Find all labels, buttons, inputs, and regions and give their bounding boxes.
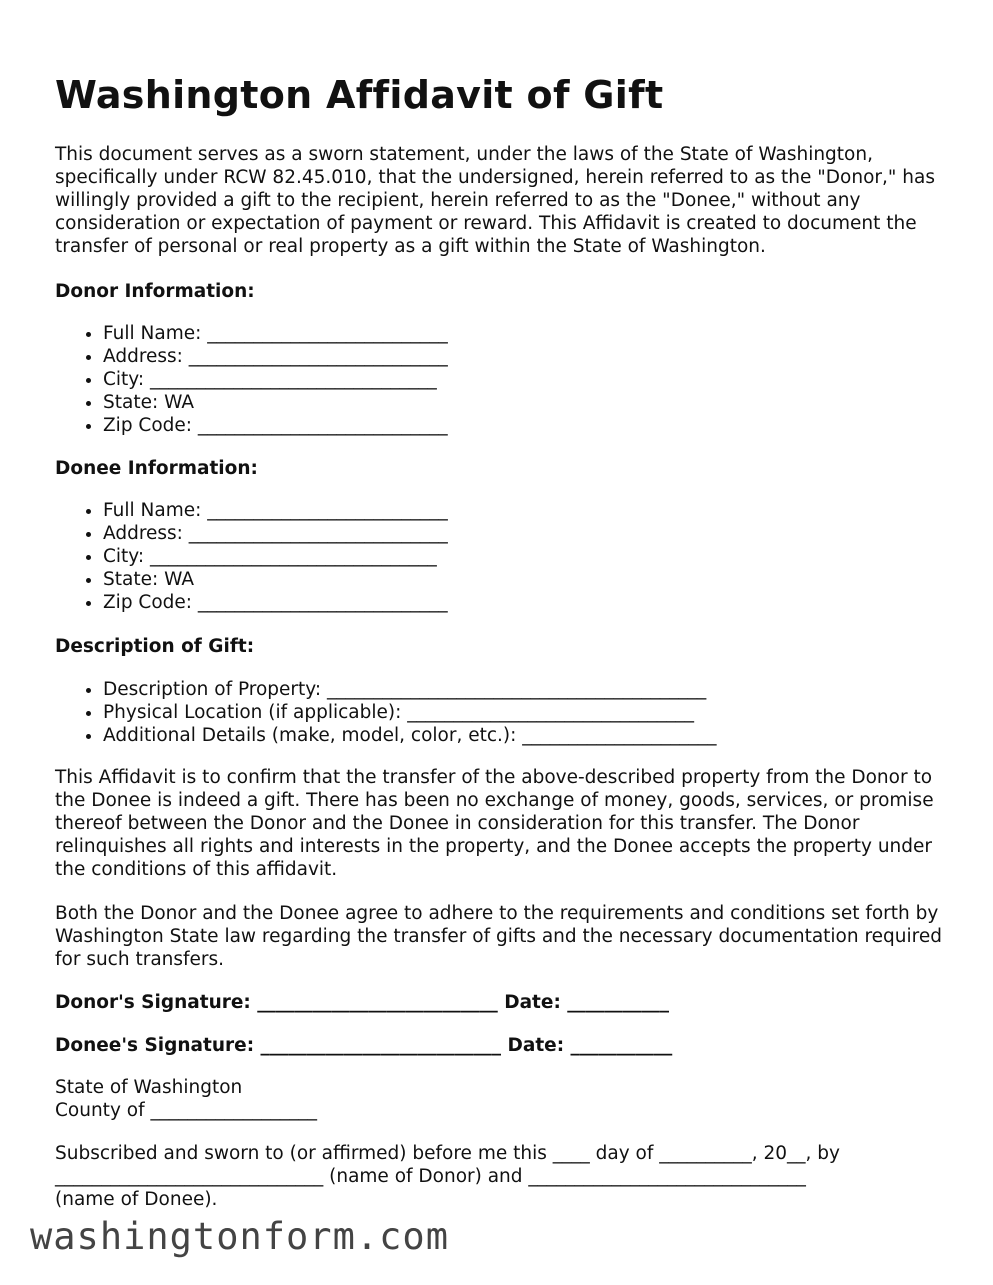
donee-state-field: • State: WA <box>103 568 448 591</box>
additional-details-field[interactable]: • Additional Details (make, model, color, etc.): _____________________ <box>103 724 717 747</box>
donee-city-field[interactable]: • City: _______________________________ <box>103 545 448 568</box>
donor-zip-field[interactable]: • Zip Code: ___________________________ <box>103 414 448 437</box>
county-line[interactable]: County of __________________ <box>55 1100 317 1121</box>
intro-paragraph: This document serves as a sworn statement, under the laws of the State of Washington, specifically under RCW 82.45.010, that the undersigned, herein referred to as the "Donor," has willingly provided a gift to the recipient, herein referred to as the "Donee," without any consideration or expectation of payment or reward. This Affidavit is created to document the transfer of personal or real property as a gift within the State of Washington. <box>55 144 935 257</box>
document-title: Washington Affidavit of Gift <box>55 73 664 117</box>
donor-address-field[interactable]: • Address: ____________________________ <box>103 345 448 368</box>
donee-full-name-field[interactable]: • Full Name: __________________________ <box>103 499 448 522</box>
donor-full-name-field[interactable]: • Full Name: __________________________ <box>103 322 448 345</box>
donee-info-heading: Donee Information: <box>55 458 258 479</box>
sworn-statement-line-1[interactable]: Subscribed and sworn to (or affirmed) before me this ____ day of __________, 20__, by <box>55 1143 840 1164</box>
property-description-field[interactable]: • Description of Property: _________________________________________ <box>103 678 717 701</box>
gift-description-list <box>55 678 717 747</box>
donee-address-field[interactable]: • Address: ____________________________ <box>103 522 448 545</box>
donor-info-list <box>55 322 448 437</box>
sworn-statement-line-3: (name of Donee). <box>55 1189 218 1210</box>
state-line: State of Washington <box>55 1077 243 1098</box>
physical-location-field[interactable]: • Physical Location (if applicable): _______________________________ <box>103 701 717 724</box>
sworn-statement-line-2[interactable]: _____________________________ (name of Donor) and ______________________________ <box>55 1166 806 1187</box>
donor-signature-line[interactable]: Donor's Signature: __________________________ Date: ___________ <box>55 992 670 1013</box>
donor-info-heading: Donor Information: <box>55 281 255 302</box>
donor-city-field[interactable]: • City: _______________________________ <box>103 368 448 391</box>
gift-confirmation-paragraph: This Affidavit is to confirm that the transfer of the above-described property from the Donor to the Donee is indeed a gift. There has been no exchange of money, goods, services, or promise thereof between the Donor and the Donee in consideration for this transfer. The Donor relinquishes all rights and interests in the property, and the Donee accepts the property under the conditions of this affidavit. <box>55 767 934 880</box>
donor-state-field: • State: WA <box>103 391 448 414</box>
donee-signature-line[interactable]: Donee's Signature: __________________________ Date: ___________ <box>55 1035 673 1056</box>
donee-zip-field[interactable]: • Zip Code: ___________________________ <box>103 591 448 614</box>
donee-info-list <box>55 499 448 614</box>
gift-description-heading: Description of Gift: <box>55 636 255 657</box>
legal-agreement-paragraph: Both the Donor and the Donee agree to adhere to the requirements and conditions set forth by Washington State law regarding the transfer of gifts and the necessary documentation required for such transfers. <box>55 903 942 970</box>
site-watermark: washingtonform.com <box>30 1215 449 1258</box>
